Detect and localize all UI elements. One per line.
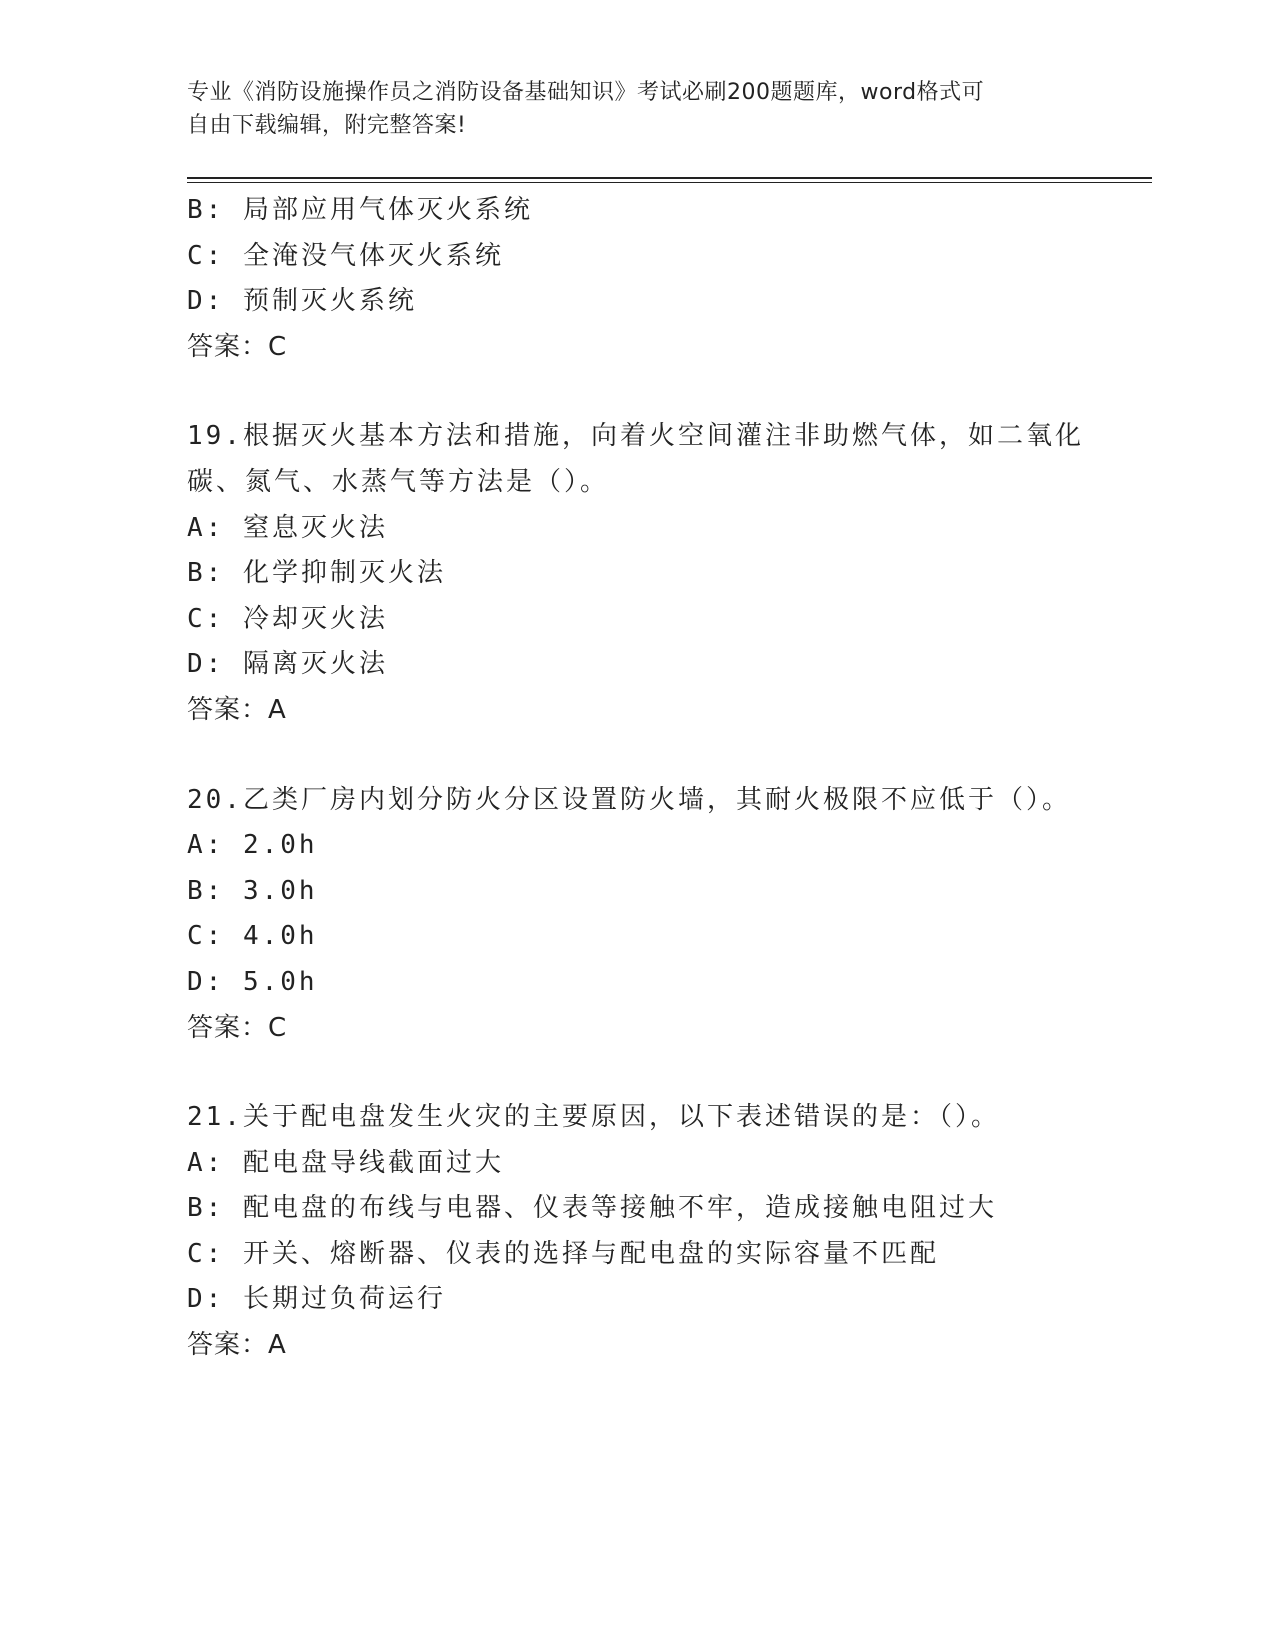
answer: 答案：C: [187, 1012, 288, 1043]
header-rule-thick: [187, 177, 1152, 179]
option-d: D: 隔离灭火法: [187, 649, 388, 680]
question-stem-line-1: 21.关于配电盘发生火灾的主要原因，以下表述错误的是：（）。: [187, 1102, 1000, 1133]
answer: 答案：A: [187, 1330, 287, 1361]
option-b: B: 局部应用气体灭火系统: [187, 195, 533, 225]
option-c: C: 全淹没气体灭火系统: [187, 240, 504, 271]
answer: 答案：C: [187, 331, 288, 362]
question-19: [187, 414, 1087, 733]
header-rule-thin: [187, 182, 1152, 183]
question-21: [187, 1095, 1087, 1369]
question-list: [187, 188, 1087, 1369]
option-d: D: 长期过负荷运行: [187, 1284, 446, 1315]
answer: 答案：A: [187, 694, 287, 725]
question-18-tail: [187, 188, 1087, 370]
option-a: A: 配电盘导线截面过大: [187, 1147, 504, 1178]
header-line-2: 自由下载编辑，附完整答案!: [187, 113, 467, 138]
option-b: B: 3.0h: [187, 875, 318, 906]
question-20: [187, 778, 1087, 1052]
option-c: C: 开关、熔断器、仪表的选择与配电盘的实际容量不匹配: [187, 1238, 939, 1269]
option-c: C: 冷却灭火法: [187, 603, 388, 634]
option-b: B: 配电盘的布线与电器、仪表等接触不牢，造成接触电阻过大: [187, 1193, 997, 1224]
question-stem-line-1: 20.乙类厂房内划分防火分区设置防火墙，其耐火极限不应低于（）。: [187, 784, 1071, 815]
header-line-1: 专业《消防设施操作员之消防设备基础知识》考试必刷200题题库，word格式可: [187, 80, 985, 105]
option-a: A: 2.0h: [187, 830, 318, 861]
document-header: [187, 76, 1087, 142]
option-d: D: 5.0h: [187, 966, 318, 997]
question-stem-line-2: 碳、氮气、水蒸气等方法是（）。: [187, 466, 610, 497]
option-d: D: 预制灭火系统: [187, 286, 417, 317]
option-b: B: 化学抑制灭火法: [187, 558, 446, 589]
question-stem-line-1: 19.根据灭火基本方法和措施，向着火空间灌注非助燃气体，如二氧化: [187, 421, 1084, 452]
option-a: A: 窒息灭火法: [187, 512, 388, 543]
option-c: C: 4.0h: [187, 921, 318, 952]
